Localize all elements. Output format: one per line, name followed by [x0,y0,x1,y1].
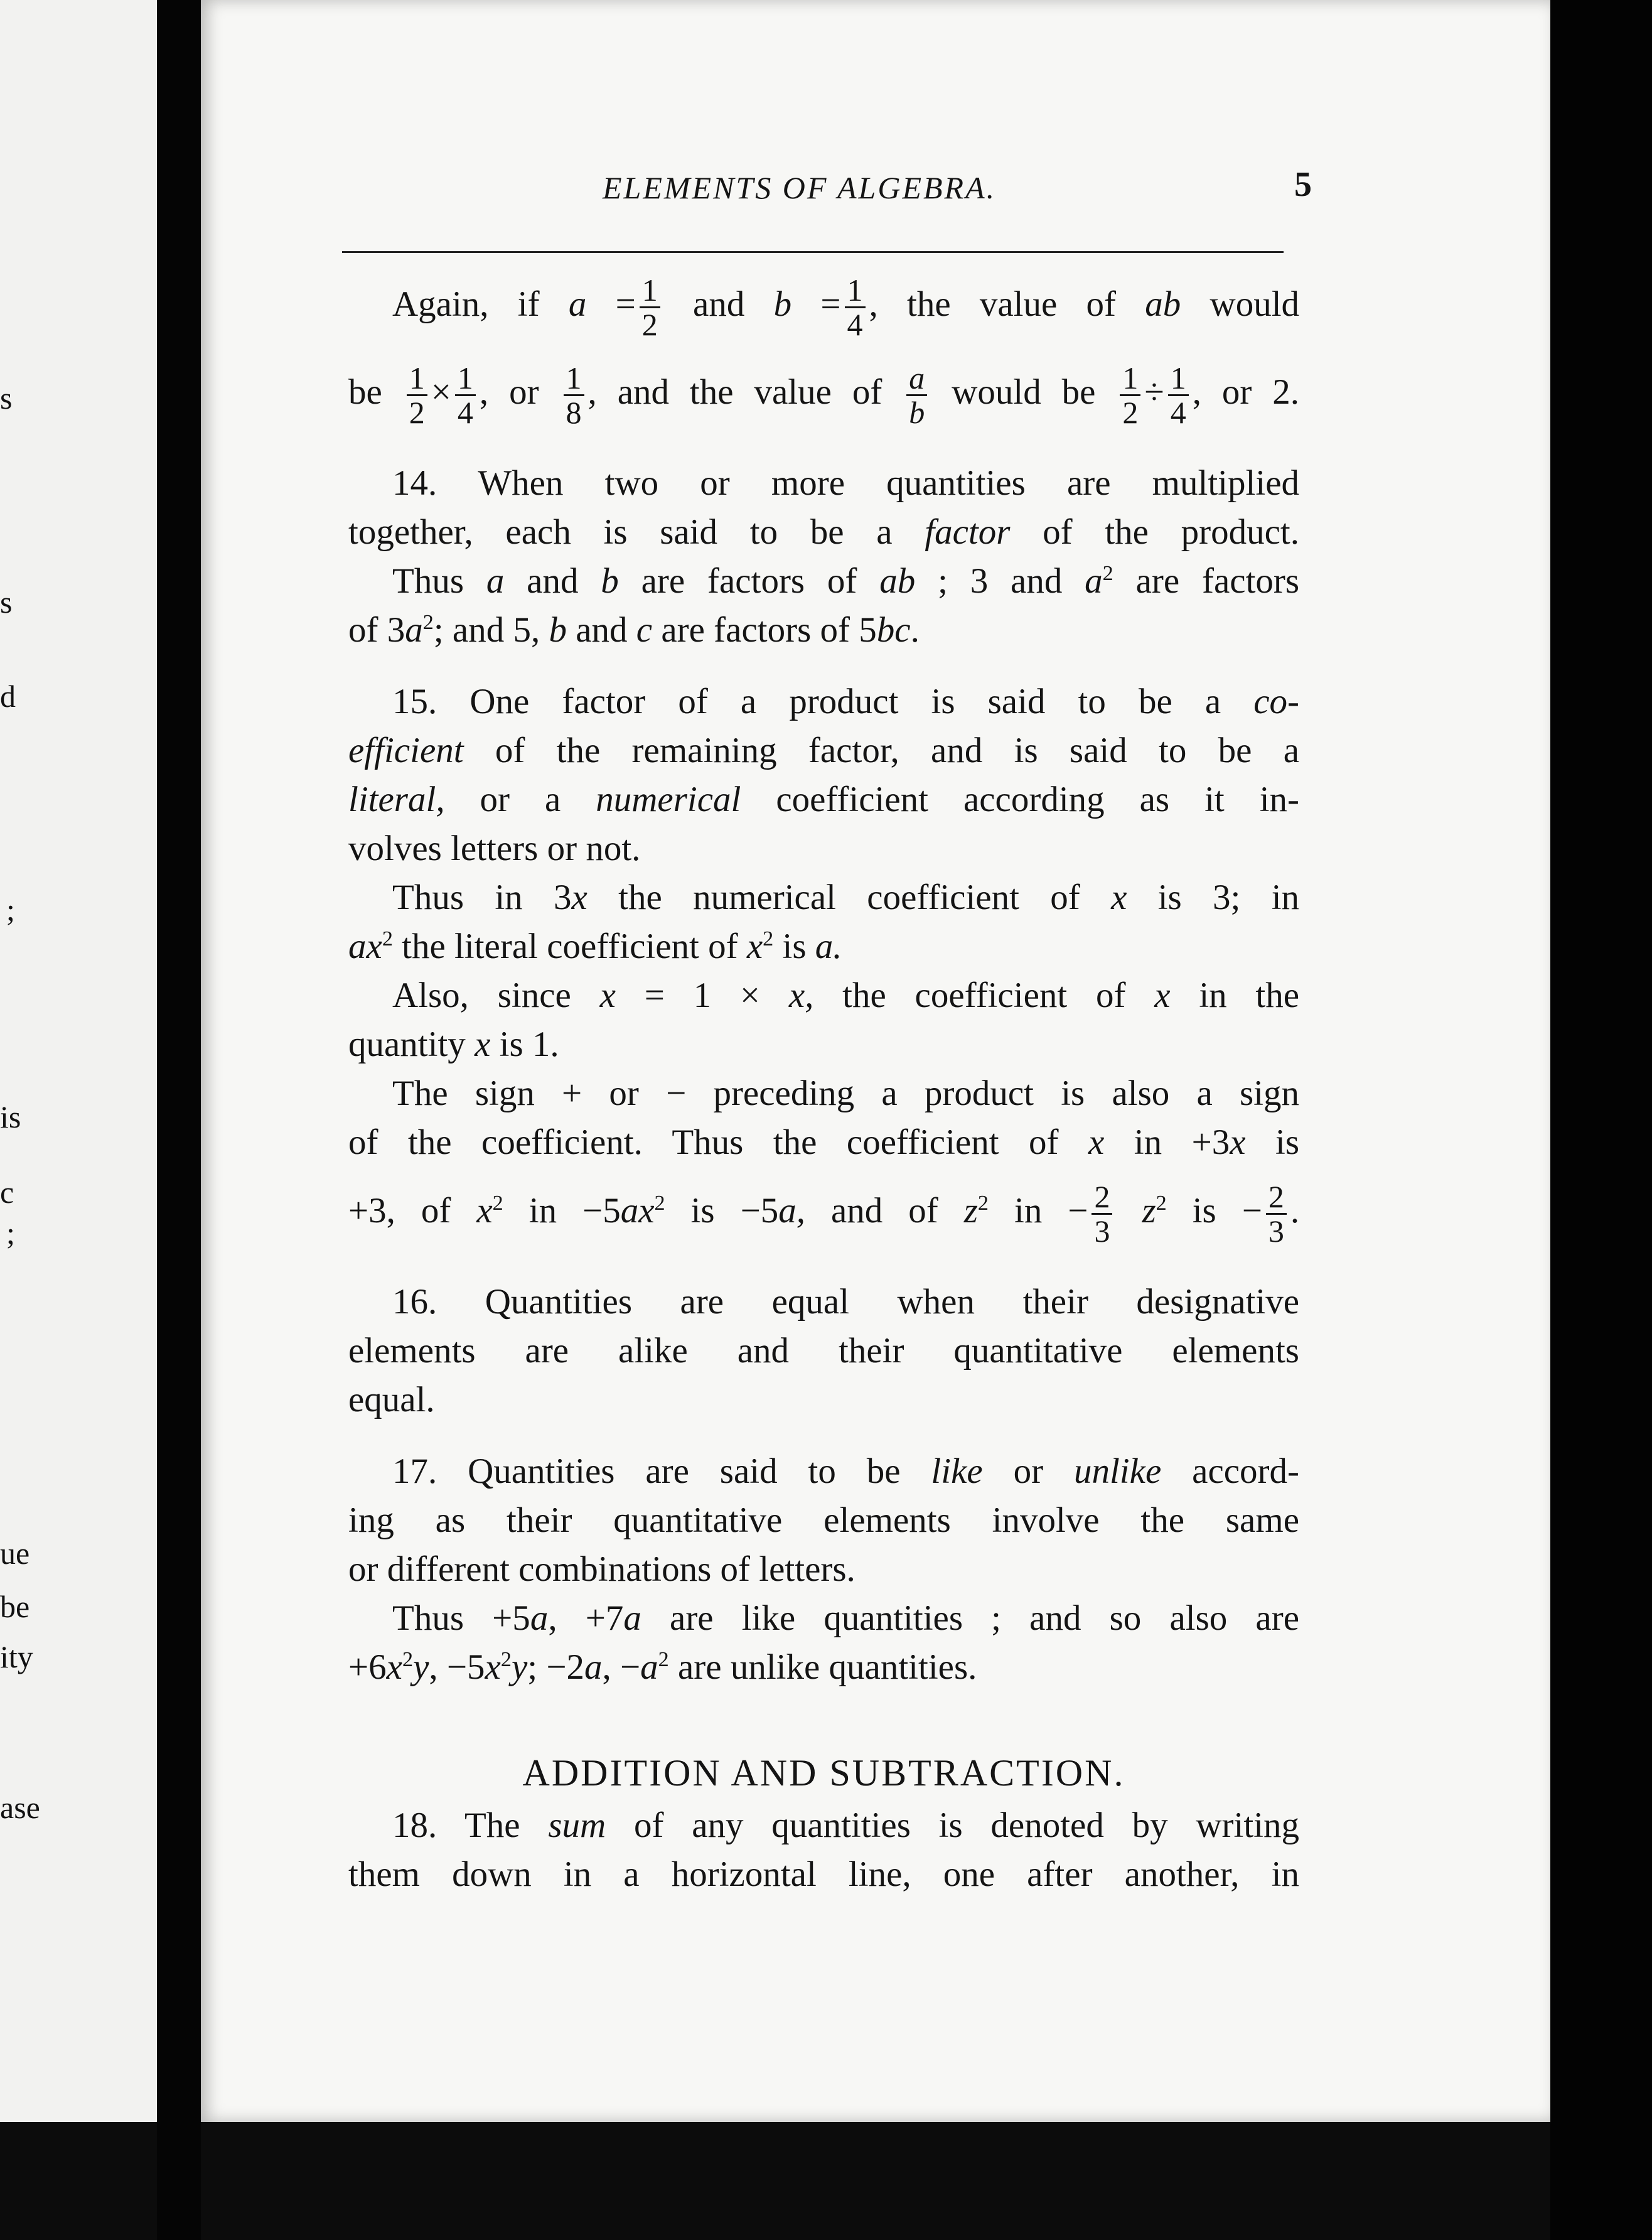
header-rule [342,251,1284,253]
text-line: of the coefficient. Thus the coefficient of x in +3x is [348,1123,1300,1162]
paragraph-18 [348,1801,1299,1899]
text-line: 14. When two or more quantities are multiplied [392,463,1299,503]
text-line: elements are alike and their quantitative elements [348,1331,1299,1370]
left-page-fragment: ; [6,1215,15,1251]
text-line: Also, since x = 1 × x, the coefficient of x in the [392,976,1300,1015]
text-line: efficient of the remaining factor, and is said to be a [348,731,1299,770]
text-line: be $\frac{1}{2}$ × $\frac{1}{4}$ , or $\frac{1}{8}$ , and the value of $\frac{a}{b}$ would be $\frac{1}{2}$ ÷ $\frac{1}{4}$ , or 2. [348,360,1300,431]
left-page-fragment: be [0,1589,30,1624]
running-header [402,164,1312,208]
scan-border [1550,0,1652,2240]
fraction: $\frac{1}{4}$ [1168,362,1189,429]
text-line: 15. One factor of a product is said to be a co- [392,682,1300,721]
fraction: $\frac{1}{2}$ [1120,362,1140,429]
text-line: Thus a and b are factors of ab ; 3 and $a^2$ are factors [392,561,1300,601]
left-page-fragment: ; [6,892,15,927]
left-page-fragment: ase [0,1790,40,1825]
section-heading: ADDITION AND SUBTRACTION. [522,1752,1125,1794]
text-line: them down in a horizontal line, one after another, in [348,1855,1299,1894]
left-page-edge [0,0,157,2122]
left-page-fragment: is [0,1099,21,1134]
text-line: +3, of $x^2$ in $-5ax^2$ is −5a, and of $z^2$ in − $\frac{2}{3}$ $z^2$ is − $\frac{2}{3}$ . [348,1179,1300,1249]
text-line: Thus +5a, +7a are like quantities ; and so also are [392,1598,1299,1638]
text-line: of $3a^2$; and 5, b and c are factors of 5bc. [348,610,920,650]
left-page-fragment: c [0,1175,14,1210]
fraction: $\frac{1}{8}$ [564,362,584,429]
text-line: Thus in 3x the numerical coefficient of x is 3; in [392,878,1300,917]
paragraph-17 [348,1447,1299,1692]
text-line: volves letters or not. [348,829,641,868]
text-line: quantity x is 1. [348,1025,559,1064]
paragraph-15 [348,677,1299,1255]
text-line: ing as their quantitative elements involve the same [348,1500,1299,1540]
left-page-fragment: ue [0,1536,30,1571]
text-line: $ax^2$ the literal coefficient of $x^2$ is a. [348,927,842,966]
text-line: 16. Quantities are equal when their designative [392,1282,1299,1322]
page-number: 5 [1294,165,1312,204]
fraction: $\frac{1}{2}$ [640,274,660,341]
book-gutter [157,0,201,2240]
text-line: $+6x^2y$, $-5x^2y$; −2a, $-a^2$ are unlike quantities. [348,1647,977,1687]
fraction: $\frac{1}{4}$ [845,274,866,341]
text-line: 18. The sum of any quantities is denoted by writing [392,1806,1300,1845]
text-line: equal. [348,1380,435,1419]
fraction: $\frac{2}{3}$ [1266,1180,1287,1247]
fraction: $\frac{1}{2}$ [407,362,427,429]
page-body [348,261,1299,1899]
text-line: literal, or a numerical coefficient according as it in- [348,780,1300,819]
header-title: ELEMENTS OF ALGEBRA. [603,170,997,205]
left-page-fragment: ity [0,1639,33,1674]
text-line: 17. Quantities are said to be like or unlike accord- [392,1451,1300,1491]
fraction: $\frac{a}{b}$ [906,362,927,429]
text-line: The sign + or − preceding a product is also a sign [392,1074,1299,1113]
paragraph-again [348,261,1299,436]
fraction: $\frac{1}{4}$ [455,362,476,429]
left-page-fragment: d [0,679,16,714]
text-line: or different combinations of letters. [348,1549,856,1589]
paragraph-16 [348,1278,1299,1424]
text-line: together, each is said to be a factor of the product. [348,512,1300,552]
left-page-fragment: s [0,584,13,620]
left-page-fragment: s [0,380,13,416]
text-line: Again, if a = $\frac{1}{2}$ and b = $\frac{1}{4}$ , the value of ab would [392,272,1300,343]
paragraph-14 [348,459,1299,655]
fraction: $\frac{2}{3}$ [1092,1180,1112,1247]
